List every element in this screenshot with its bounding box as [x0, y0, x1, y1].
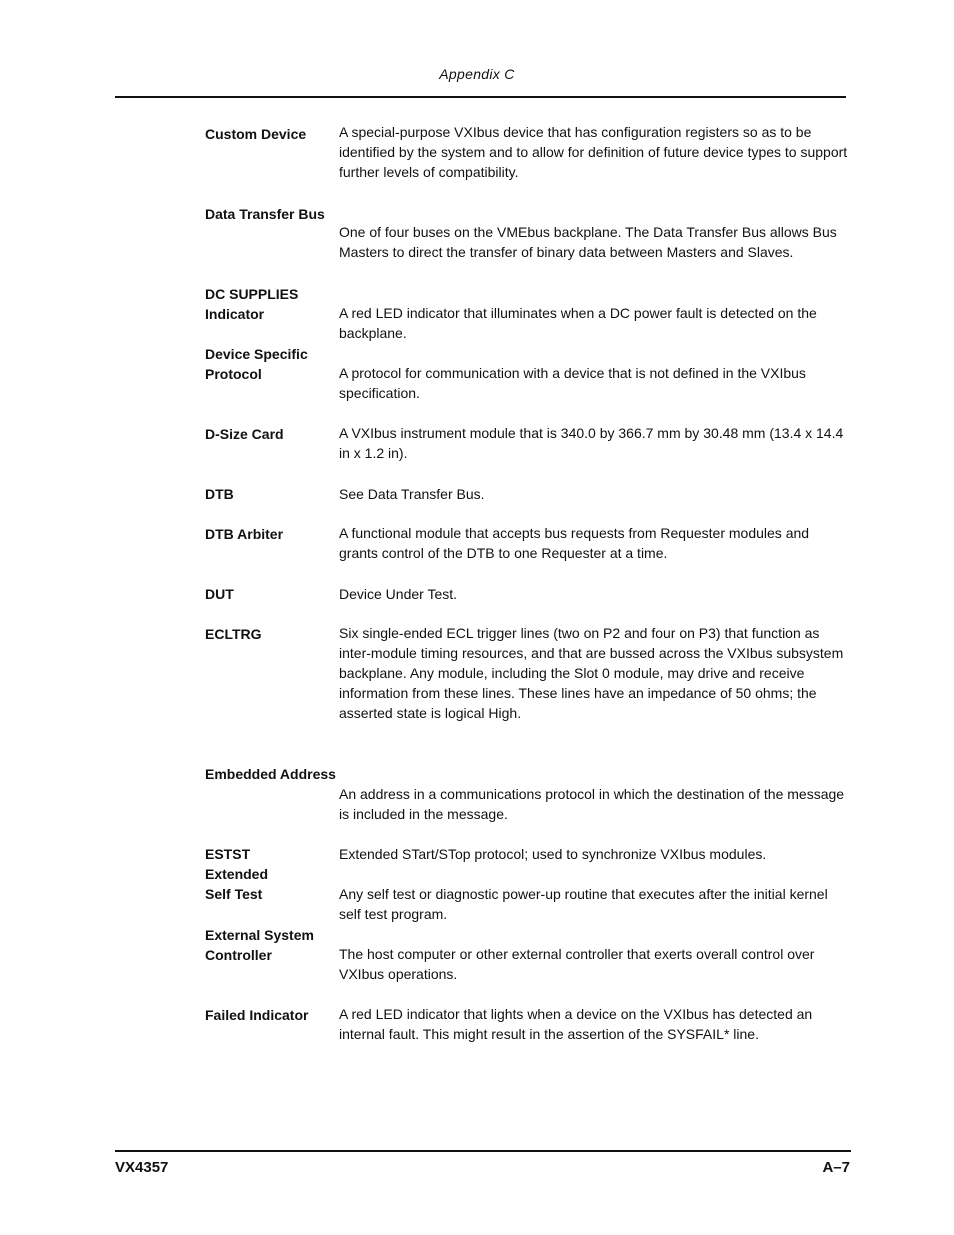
document-id: VX4357	[115, 1159, 169, 1176]
glossary-definition: Any self test or diagnostic power-up routine that executes after the initial kernel self test program.	[339, 886, 828, 922]
glossary-definition: A functional module that accepts bus requests from Requester modules and grants control of the DTB to one Requester at a time.	[339, 525, 810, 561]
glossary-definition: A special-purpose VXIbus device that has configuration registers so as to be identified by the system and to allow for definition of future device types to support further levels of compatibility.	[339, 124, 848, 180]
header-rule	[115, 96, 846, 98]
glossary-definition: Extended STart/STop protocol; used to synchronize VXIbus modules.	[339, 846, 767, 862]
glossary-term-line2: Indicator	[205, 306, 265, 322]
glossary-term: Custom Device	[205, 126, 307, 142]
glossary-term-line2: Controller	[205, 947, 272, 963]
glossary-term: Failed Indicator	[205, 1007, 309, 1023]
glossary-term: DTB Arbiter	[205, 526, 284, 542]
glossary-definition: The host computer or other external controller that exerts overall control over VXIbus operations.	[339, 946, 815, 982]
page-number: A–7	[822, 1159, 850, 1176]
glossary-term: DTB	[205, 486, 234, 502]
glossary-definition: Device Under Test.	[339, 586, 458, 602]
glossary-definition: An address in a communications protocol in which the destination of the message is included in the message.	[339, 786, 845, 822]
glossary-term: DC SUPPLIES	[205, 286, 299, 302]
glossary-term: Data Transfer Bus	[205, 206, 325, 222]
glossary-definition: A VXIbus instrument module that is 340.0 by 366.7 mm by 30.48 mm (13.4 x 14.4 in x 1.2 in).	[339, 425, 844, 461]
glossary-definition: See Data Transfer Bus.	[339, 486, 485, 502]
glossary-definition: One of four buses on the VMEbus backplane. The Data Transfer Bus allows Bus Masters to direct the transfer of binary data between Masters and Slaves.	[339, 224, 837, 260]
glossary-term: External System	[205, 927, 314, 943]
glossary-term: Embedded Address	[205, 766, 336, 782]
glossary-term: ECLTRG	[205, 626, 262, 642]
glossary-definition: A red LED indicator that lights when a device on the VXIbus has detected an internal fault. This might result in the assertion of the SYSFAIL* line.	[339, 1006, 813, 1042]
footer-rule	[115, 1150, 851, 1152]
glossary-definition: A red LED indicator that illuminates when a DC power fault is detected on the backplane.	[339, 305, 817, 341]
glossary-term-line2: Self Test	[205, 886, 263, 902]
page-header: Appendix C	[439, 66, 515, 82]
glossary-definition: A protocol for communication with a device that is not defined in the VXIbus specification.	[339, 365, 806, 401]
glossary-term: ESTST	[205, 846, 251, 862]
glossary-term-line2: Protocol	[205, 366, 262, 382]
glossary-definition: Six single-ended ECL trigger lines (two on P2 and four on P3) that function as inter-module timing resources, and that are bussed across the VXIbus subsystem backplane. Any module, including the Slot 0 module, may drive and receive information from these lines. These lines have an impedance of 50 ohms; the asserted state is logical High.	[339, 625, 844, 721]
glossary-term: Extended	[205, 866, 269, 882]
glossary-term: D-Size Card	[205, 426, 284, 442]
glossary-term: DUT	[205, 586, 234, 602]
glossary-term: Device Specific	[205, 346, 308, 362]
